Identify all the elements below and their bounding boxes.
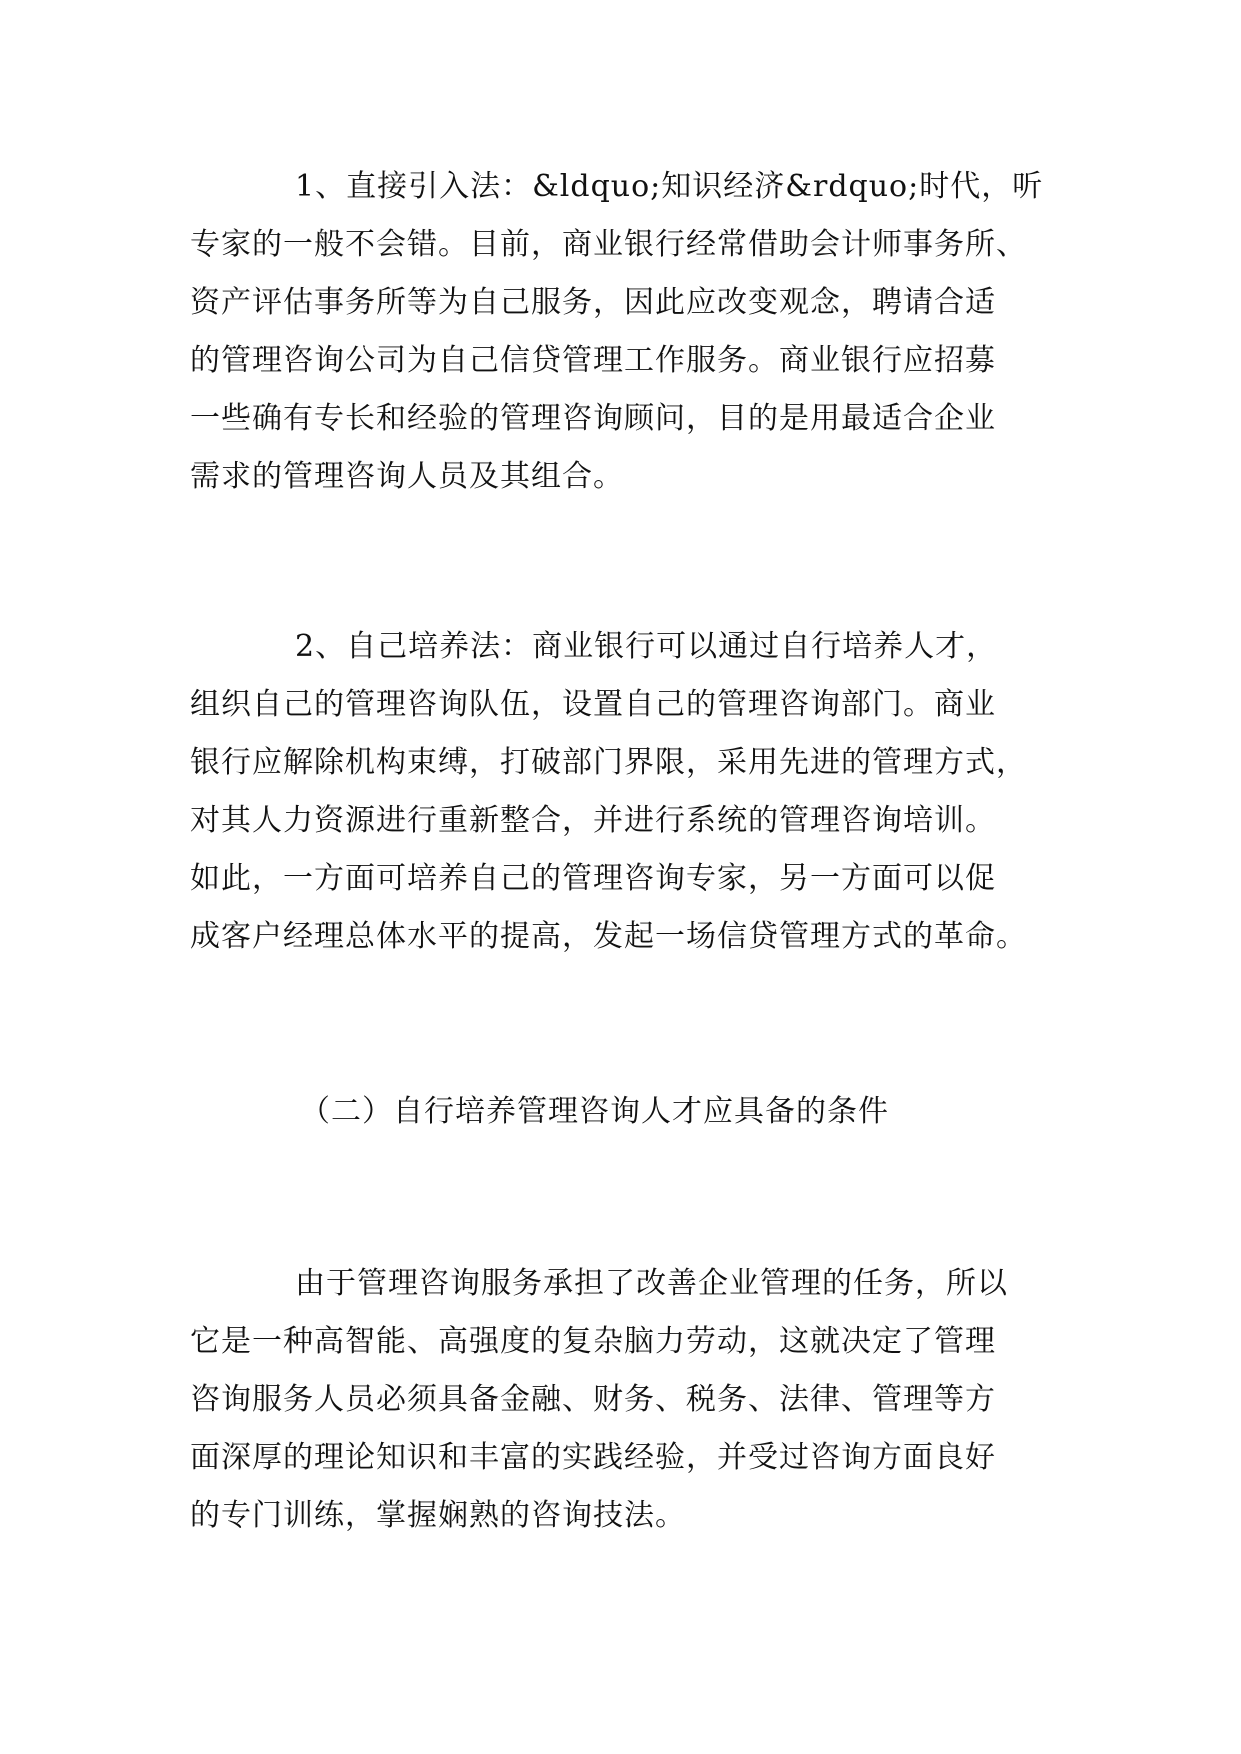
text-line: 咨询服务人员必须具备金融、财务、税务、法律、管理等方 — [190, 1382, 996, 1417]
text-line: 如此，一方面可培养自己的管理咨询专家，另一方面可以促 — [190, 861, 996, 896]
paragraph-self-training — [190, 618, 1060, 966]
text-line: 银行应解除机构束缚，打破部门界限，采用先进的管理方式， — [190, 745, 1027, 780]
text-line: 的专门训练，掌握娴熟的咨询技法。 — [190, 1498, 686, 1533]
text-line: 对其人力资源进行重新整合，并进行系统的管理咨询培训。 — [190, 803, 996, 838]
section-heading — [190, 1083, 1060, 1141]
text-line: 由于管理咨询服务承担了改善企业管理的任务，所以 — [295, 1266, 1008, 1301]
text-line: 2、自己培养法：商业银行可以通过自行培养人才， — [295, 629, 998, 664]
text-line: 面深厚的理论知识和丰富的实践经验，并受过咨询方面良好 — [190, 1440, 996, 1475]
text-line: 需求的管理咨询人员及其组合。 — [190, 459, 624, 494]
text-line: 它是一种高智能、高强度的复杂脑力劳动，这就决定了管理 — [190, 1324, 996, 1359]
text-line: 组织自己的管理咨询队伍，设置自己的管理咨询部门。商业 — [190, 687, 996, 722]
text-line: 专家的一般不会错。目前，商业银行经常借助会计师事务所、 — [190, 227, 1027, 262]
heading-text: （二）自行培养管理咨询人才应具备的条件 — [300, 1094, 889, 1129]
paragraph-direct-introduction — [190, 158, 1060, 506]
text-line: 1、直接引入法：&ldquo;知识经济&rdquo;时代，听 — [295, 169, 1044, 204]
text-line: 资产评估事务所等为自己服务，因此应改变观念，聘请合适 — [190, 285, 996, 320]
text-line: 成客户经理总体水平的提高，发起一场信贷管理方式的革命。 — [190, 919, 1027, 954]
text-line: 一些确有专长和经验的管理咨询顾问，目的是用最适合企业 — [190, 401, 996, 436]
paragraph-required-conditions — [190, 1255, 1060, 1545]
text-line: 的管理咨询公司为自己信贷管理工作服务。商业银行应招募 — [190, 343, 996, 378]
